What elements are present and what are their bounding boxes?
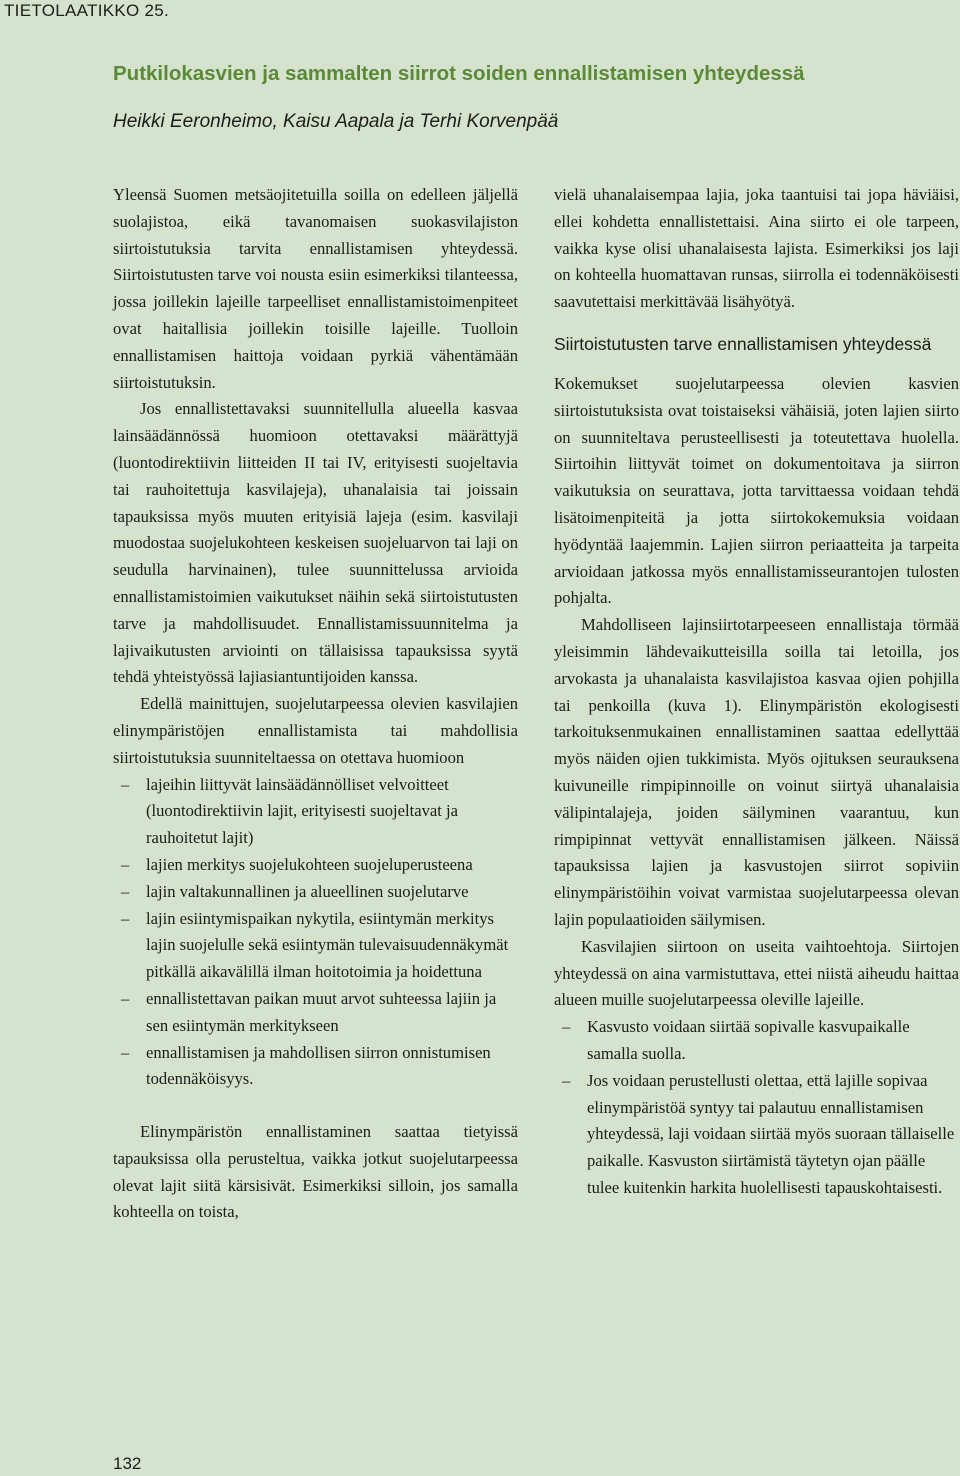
right-column bbox=[554, 182, 959, 1202]
paragraph: Mahdolliseen lajinsiirtotarpeeseen ennallistaja törmää yleisimmin lähdevaikutteisilla soilla tai letoilla, jos arvokasta ja uhanalaista kasvilajistoa kasvaa ojien pohjilla tai penkoilla (kuva 1). Elinympäristön ekologisesti tarkoituksenmukainen ennallistaminen saattaa edellyttää myös näiden ojien tukkimista. Myös ojituksen seurauksena kuivuneille rimpipinnoille on voinut siirtyä uhanalaisia välipintalajeja, joiden säilyminen vaarantuu, kun rimpipinnat vettyvät ennallistamisen jälkeen. Näissä tapauksissa lajien ja kasvustojen siirrot sopiviin elinympäristöihin voivat varmistaa suojelutarpeessa olevan lajin populaatioiden säilymisen. bbox=[554, 615, 959, 929]
list-item bbox=[554, 1014, 959, 1068]
list-item-text: ennallistettavan paikan muut arvot suhteessa lajiin ja sen esiintymän merkitykseen bbox=[146, 988, 497, 1035]
paragraph: Elinympäristön ennallistaminen saattaa tietyissä tapauksissa olla perusteltua, vaikka jotkut suojelutarpeessa olevat lajit siitä kärsisivät. Esimerkiksi silloin, jos samalla kohteella on toista, bbox=[113, 1122, 518, 1222]
bullet-dash: – bbox=[562, 1017, 571, 1037]
list-item-text: lajien merkitys suojelukohteen suojeluperusteena bbox=[146, 854, 473, 874]
paragraph: vielä uhanalaisempaa lajia, joka taantuisi tai jopa häviäisi, ellei kohdetta ennallistettaisi. Aina siirto ei ole tarpeen, vaikka kyse olisi uhanalaisesta lajista. Esimerkiksi jos laji on kohteella huomattavan runsas, siirrolla ei todennäköisesti saavutettaisi merkittävää lisähyötyä. bbox=[554, 185, 959, 312]
list-item bbox=[113, 879, 518, 906]
bullet-dash: – bbox=[121, 881, 130, 901]
article-title: Putkilokasvien ja sammalten siirrot soiden ennallistamisen yhteydessä bbox=[113, 62, 805, 85]
list-item bbox=[113, 986, 518, 1040]
list-item bbox=[554, 1068, 959, 1202]
bullet-dash: – bbox=[121, 774, 130, 794]
paragraph: Edellä mainittujen, suojelutarpeessa olevien kasvilajien elinympäristöjen ennallistamista tai mahdollisia siirtoistutuksia suunniteltaessa on otettava huomioon bbox=[113, 694, 518, 767]
bullet-dash: – bbox=[121, 854, 130, 874]
box-label: TIETOLAATIKKO 25. bbox=[4, 1, 170, 20]
list-item-text: Kasvusto voidaan siirtää sopivalle kasvupaikalle samalla suolla. bbox=[587, 1017, 910, 1063]
list-item bbox=[113, 1040, 518, 1094]
paragraph: Kasvilajien siirtoon on useita vaihtoehtoja. Siirtojen yhteydessä on aina varmistuttava, ettei niistä aiheudu haittaa alueen muille suojelutarpeessa oleville lajeille. bbox=[554, 936, 959, 1010]
list-item-text: lajeihin liittyvät lainsäädännölliset velvoitteet (luontodirektiivin lajit, erityisesti suojeltavat ja rauhoitetut lajit) bbox=[146, 774, 458, 848]
page-number: 132 bbox=[113, 1454, 142, 1473]
bullet-list bbox=[113, 772, 518, 1094]
paragraph: Kokemukset suojelutarpeessa olevien kasvien siirtoistutuksista ovat toistaiseksi vähäisiä, joten lajien siirto on suunniteltava perusteellisesti ja toteutettava huolella. Siirtoihin liittyvät toimet on dokumentoitava ja siirron vaikutuksia on seurattava, jotta tarvittaessa voidaan tehdä lisätoimenpiteitä ja jotta siirtokokemuksia voidaan hyödyntää laajemmin. Lajien siirron periaatteita ja tarpeita arvioidaan jatkossa myös ennallistamisseurantojen tulosten pohjalta. bbox=[554, 373, 959, 608]
list-item-text: lajin esiintymispaikan nykytila, esiintymän merkitys lajin suojelulle sekä esiintymän tulevaisuudennäkymät pitkällä aikavälillä ilman hoitotoimia ja hoidettuna bbox=[146, 908, 509, 982]
bullet-dash: – bbox=[121, 1042, 130, 1062]
left-column bbox=[113, 182, 518, 1226]
list-item-text: lajin valtakunnallinen ja alueellinen suojelutarve bbox=[146, 881, 469, 901]
section-heading: Siirtoistutusten tarve ennallistamisen yhteydessä bbox=[554, 333, 932, 354]
article-authors: Heikki Eeronheimo, Kaisu Aapala ja Terhi Korvenpää bbox=[113, 111, 559, 132]
paragraph: Yleensä Suomen metsäojitetuilla soilla on edelleen jäljellä suolajistoa, eikä tavanomaisen suokasvilajiston siirtoistutuksia tarvita ennallistamisen yhteydessä. Siirtoistutusten tarve voi nousta esiin esimerkiksi tilanteessa, jossa joillekin lajeille tarpeelliset ennallistamistoimenpiteet ovat haitallisia joillekin toisille lajeille. Tuolloin ennallistamisen haittoja voidaan pyrkiä vähentämään siirtoistutuksin. bbox=[113, 185, 518, 392]
bullet-list bbox=[554, 1014, 959, 1202]
list-item bbox=[113, 772, 518, 852]
list-item-text: Jos voidaan perustellusti olettaa, että lajille sopivaa elinympäristöä syntyy tai palautuu ennallistamisen yhteydessä, laji voidaan siirtää myös suoraan tällaiselle paikalle. Kasvuston siirtämistä täytetyn ojan päälle tulee kuitenkin harkita huolellisesti tapauskohtaisesti. bbox=[587, 1070, 955, 1197]
bullet-dash: – bbox=[121, 908, 130, 928]
list-item bbox=[113, 906, 518, 986]
list-item bbox=[113, 852, 518, 879]
bullet-dash: – bbox=[121, 988, 130, 1008]
list-item-text: ennallistamisen ja mahdollisen siirron onnistumisen todennäköisyys. bbox=[146, 1042, 491, 1089]
bullet-dash: – bbox=[562, 1070, 571, 1090]
paragraph: Jos ennallistettavaksi suunnitellulla alueella kasvaa lainsäädännössä huomioon otettavaksi määrättyjä (luontodirektiivin liitteiden II tai IV, erityisesti suojeltavia tai rauhoitettuja kasvilajeja), uhanalaisia tai joissain tapauksissa myös muuten erityisiä lajeja (esim. kasvilaji muodostaa suojelukohteen keskeisen suojeluarvon tai laji on seudulla harvinainen), tulee suunnittelussa arvioida ennallistamistoimien vaikutukset näihin sekä siirtoistutusten tarve ja mahdollisuudet. Ennallistamissuunnitelma ja lajivaikutusten arviointi on tällaisissa tapauksissa syytä tehdä yhteistyössä lajiasiantuntijoiden kanssa. bbox=[113, 399, 518, 687]
